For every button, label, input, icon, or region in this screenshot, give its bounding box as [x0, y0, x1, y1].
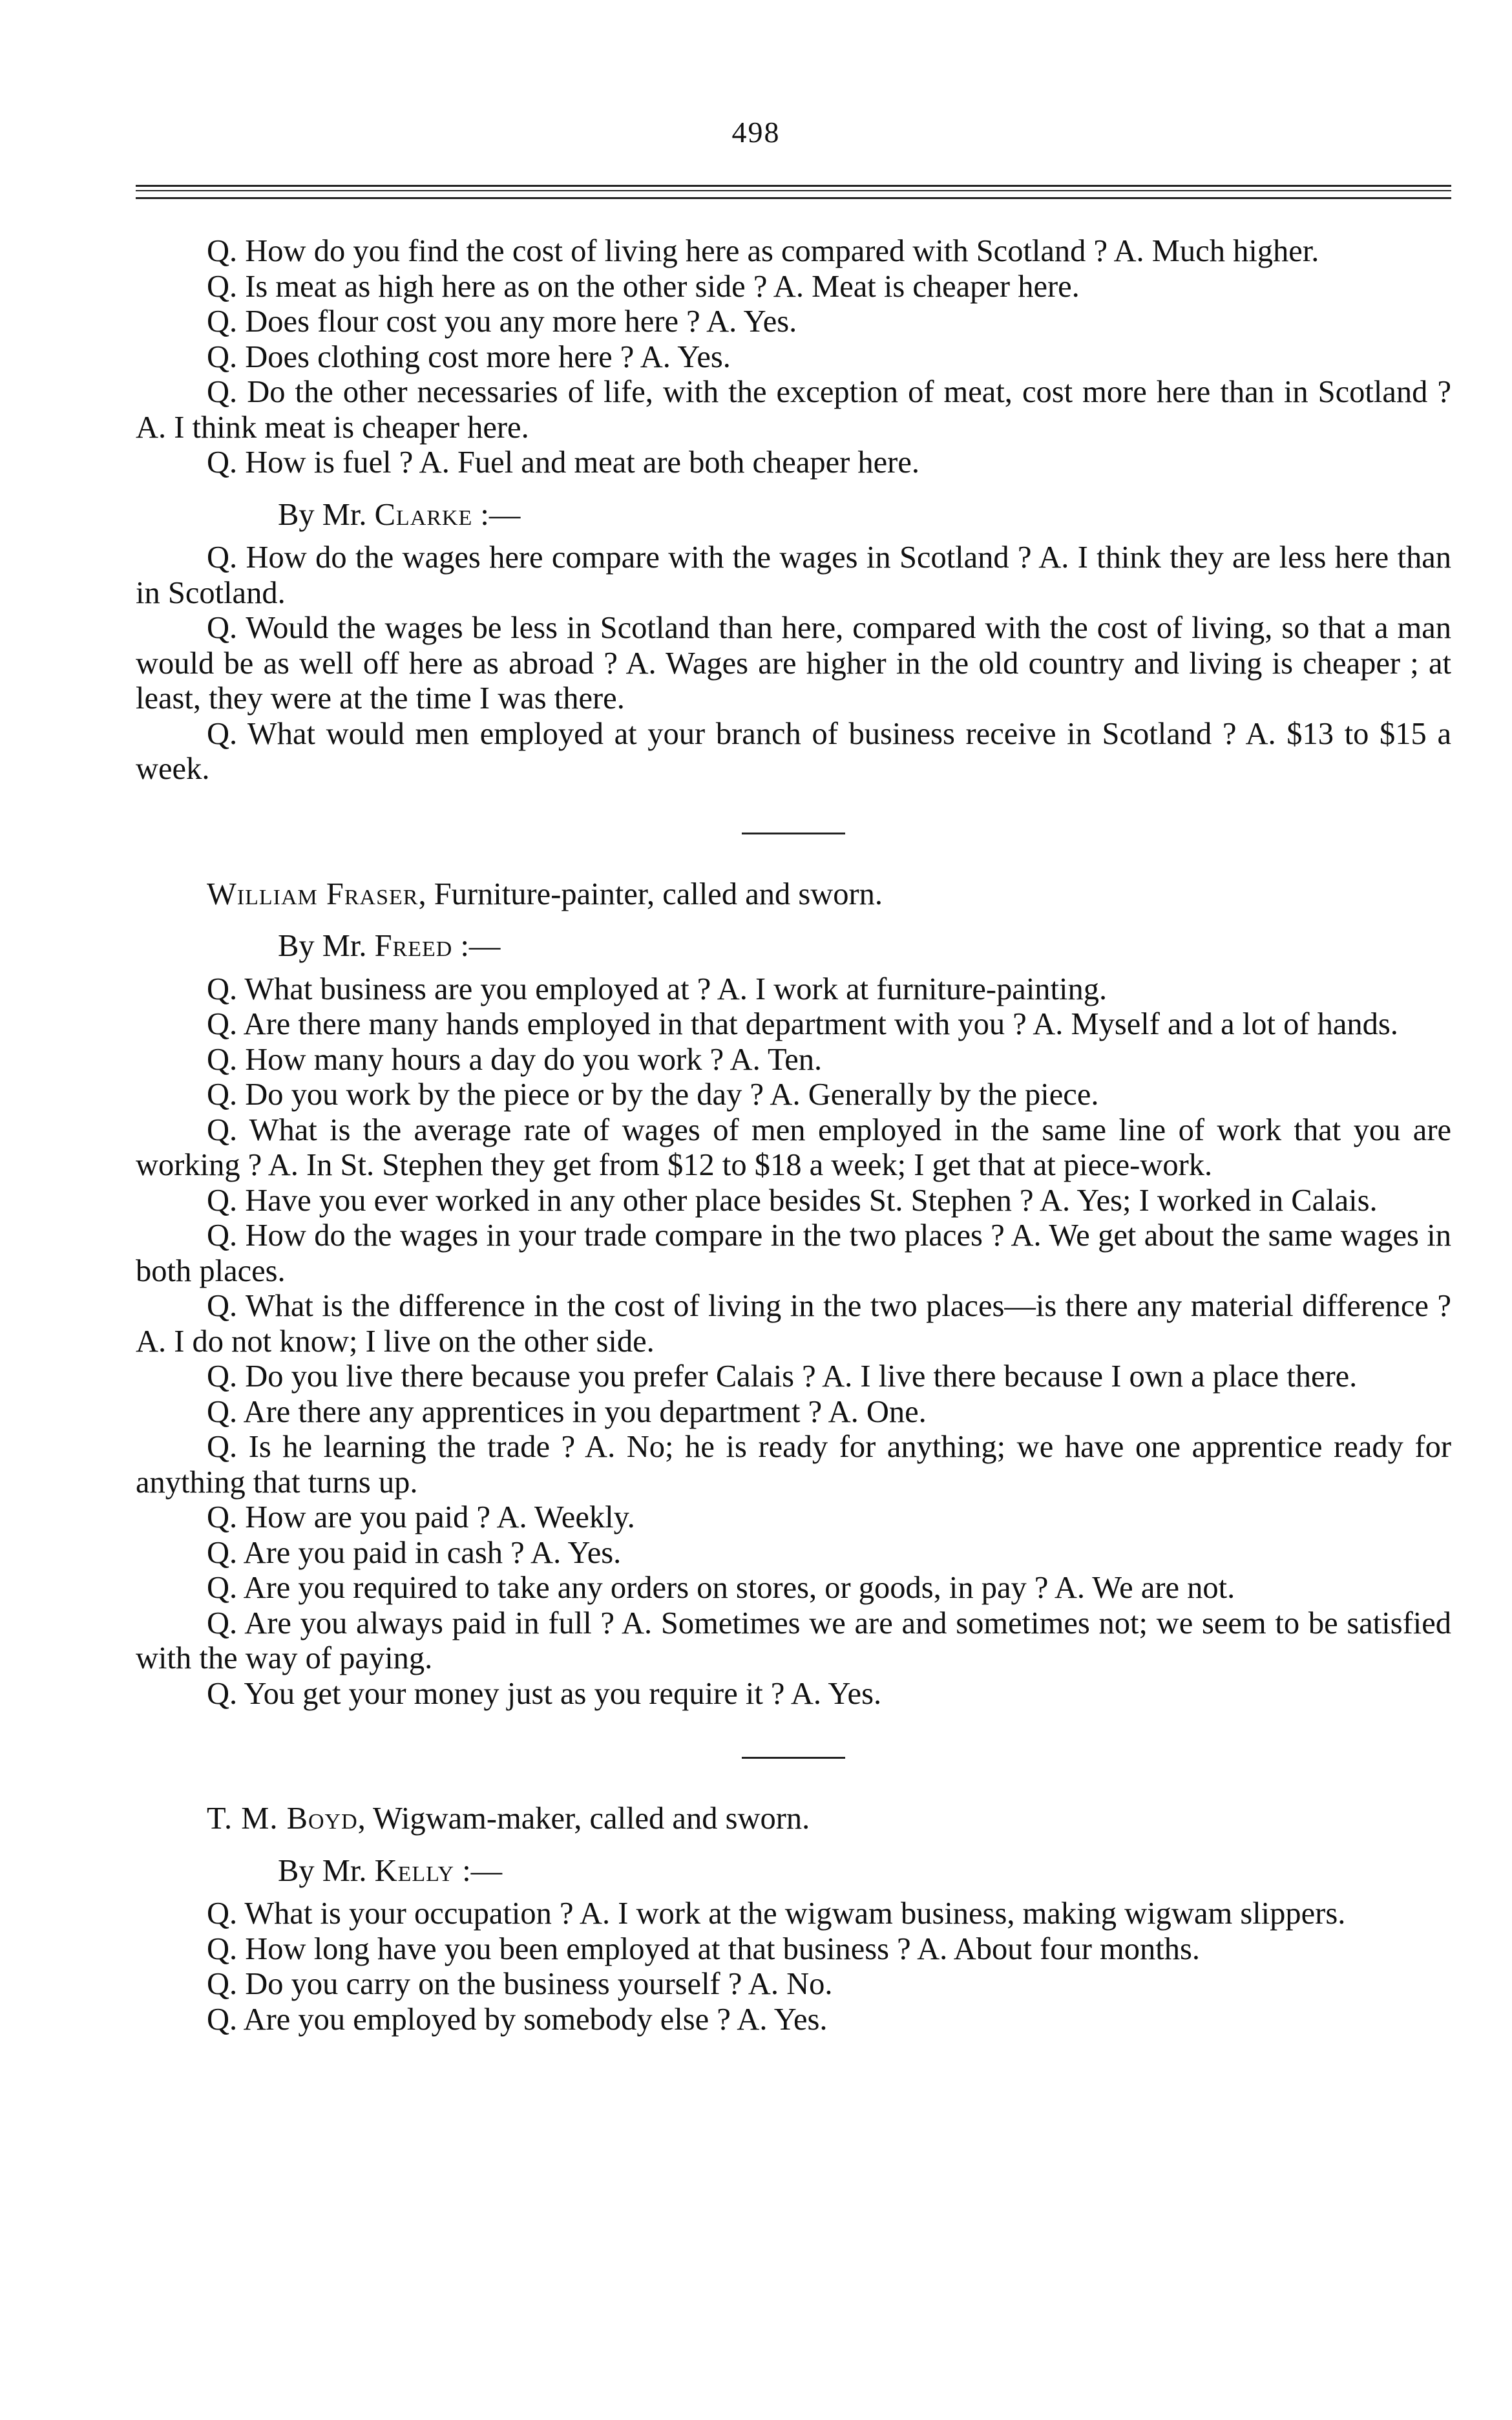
qa-paragraph: Q. Are you paid in cash ? A. Yes. — [207, 1535, 622, 1570]
examiner-prefix: By Mr. — [278, 1853, 375, 1888]
examiner-line — [136, 498, 1451, 533]
qa-paragraph: Q. Is meat as high here as on the other side ? A. Meat is cheaper here. — [207, 269, 1080, 304]
qa-paragraph: Q. How is fuel ? A. Fuel and meat are both cheaper here. — [207, 445, 919, 480]
qa-paragraph: Q. What would men employed at your branch of business receive in Scotland ? A. $13 to $15 a week. — [136, 716, 1451, 786]
witness-description: , Furniture-painter, called and sworn. — [418, 876, 883, 911]
qa-paragraph: Q. Are you employed by somebody else ? A. Yes. — [207, 2002, 828, 2037]
qa-paragraph: Q. What is your occupation ? A. I work at the wigwam business, making wigwam slippers. — [207, 1896, 1346, 1931]
examiner-line — [136, 1854, 1451, 1889]
header-rule-inner — [136, 190, 1451, 191]
examiner-line — [136, 929, 1451, 964]
qa-paragraph: Q. Do the other necessaries of life, with the exception of meat, cost more here than in Scotland ? A. I think meat is cheaper here. — [136, 375, 1451, 445]
examiner-name: Clarke — [374, 497, 473, 532]
qa-paragraph: Q. Are you required to take any orders on stores, or goods, in pay ? A. We are not. — [207, 1571, 1235, 1605]
witness-heading — [136, 877, 1451, 913]
qa-paragraph: Q. How many hours a day do you work ? A. Ten. — [207, 1042, 823, 1077]
header-rule — [136, 185, 1451, 199]
qa-paragraph: Q. Are there many hands employed in that department with you ? A. Myself and a lot of hands. — [207, 1007, 1398, 1041]
section-divider — [742, 1757, 845, 1759]
qa-paragraph: Q. Are there any apprentices in you department ? A. One. — [207, 1394, 927, 1429]
witness-heading — [136, 1801, 1451, 1837]
examiner-suffix: :— — [452, 929, 501, 963]
examiner-name: Kelly — [374, 1853, 455, 1888]
witness-name: T. M. Boyd — [207, 1801, 358, 1836]
qa-paragraph: Q. How are you paid ? A. Weekly. — [207, 1500, 635, 1534]
examiner-name: Freed — [374, 929, 453, 963]
qa-paragraph: Q. Does clothing cost more here ? A. Yes. — [207, 339, 731, 374]
qa-paragraph: Q. Are you always paid in full ? A. Sometimes we are and sometimes not; we seem to be satisfied with the way of paying. — [136, 1606, 1451, 1675]
examiner-suffix: :— — [454, 1853, 503, 1888]
witness-description: , Wigwam-maker, called and sworn. — [357, 1801, 810, 1836]
qa-paragraph: Q. Do you live there because you prefer Calais ? A. I live there because I own a place there. — [207, 1359, 1358, 1394]
qa-paragraph: Q. How do the wages here compare with the wages in Scotland ? A. I think they are less here than in Scotland. — [136, 540, 1451, 610]
qa-paragraph: Q. What business are you employed at ? A. I work at furniture-painting. — [207, 971, 1108, 1006]
qa-paragraph: Q. You get your money just as you require it ? A. Yes. — [207, 1676, 882, 1711]
qa-paragraph: Q. What is the average rate of wages of men employed in the same line of work that you are working ? A. In St. Stephen they get from $12 to $18 a week; I get that at piece-work. — [136, 1112, 1451, 1182]
qa-paragraph: Q. How long have you been employed at that business ? A. About four months. — [207, 1931, 1200, 1966]
qa-paragraph: Q. Do you carry on the business yourself ? A. No. — [207, 1967, 833, 2001]
qa-paragraph: Q. Do you work by the piece or by the day ? A. Generally by the piece. — [207, 1077, 1099, 1112]
examiner-prefix: By Mr. — [278, 497, 375, 532]
witness-name: William Fraser — [207, 876, 419, 911]
qa-paragraph: Q. How do you find the cost of living here as compared with Scotland ? A. Much higher. — [207, 234, 1319, 268]
document-body — [136, 234, 1451, 2037]
qa-paragraph: Q. Would the wages be less in Scotland than here, compared with the cost of living, so that a man would be as well off here as abroad ? A. Wages are higher in the old country and living is cheaper ; at least, they were at the time I was there. — [136, 611, 1451, 716]
qa-paragraph: Q. What is the difference in the cost of living in the two places—is there any material difference ? A. I do not know; I live on the other side. — [136, 1289, 1451, 1359]
qa-paragraph: Q. How do the wages in your trade compare in the two places ? A. We get about the same wages in both places. — [136, 1218, 1451, 1288]
page-number: 498 — [731, 116, 781, 149]
examiner-prefix: By Mr. — [278, 929, 375, 963]
qa-paragraph: Q. Is he learning the trade ? A. No; he is ready for anything; we have one apprentice ready for anything that turns up. — [136, 1430, 1451, 1500]
qa-paragraph: Q. Does flour cost you any more here ? A. Yes. — [207, 304, 797, 339]
examiner-suffix: :— — [472, 497, 521, 532]
qa-paragraph: Q. Have you ever worked in any other place besides St. Stephen ? A. Yes; I worked in Calais. — [207, 1183, 1378, 1218]
section-divider — [742, 833, 845, 834]
